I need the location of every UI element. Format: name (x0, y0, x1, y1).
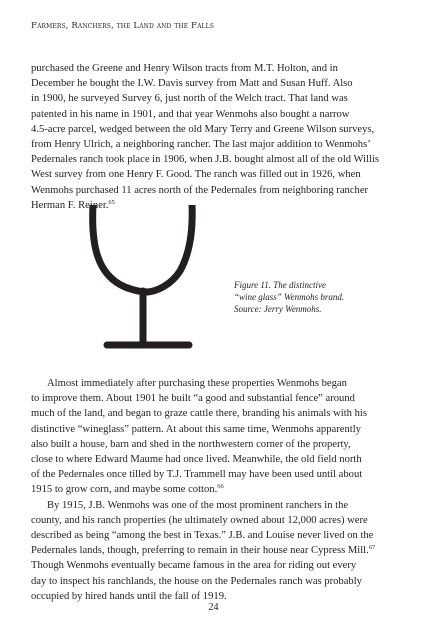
footnote-ref[interactable]: 66 (217, 483, 224, 491)
text-line: Though Wenmohs eventually became famous in the area for riding out every (31, 560, 357, 572)
text-line: Almost immediately after purchasing these properties Wenmohs began (47, 378, 347, 389)
text-line: day to inspect his ranchlands, the house on the Pedernales ranch was probably (31, 575, 362, 587)
text-line: December he bought the I.W. Davis survey from Matt and Susan Huff. Also (31, 78, 353, 90)
text-line: purchased the Greene and Henry Wilson tracts from M.T. Holton, and in (31, 63, 338, 74)
text-line: much of the land, and began to graze cattle there, branding his animals with his (31, 408, 367, 420)
text-line: in 1900, he surveyed Survey 6, just north of the Welch tract. That land was (31, 93, 348, 105)
caption-line: “wine glass” Wenmohs brand. (234, 292, 345, 302)
text-line: 4.5-acre parcel, wedged between the old Mary Terry and Greene Wilson surveys, (31, 123, 375, 135)
text-fragment: Herman F. Reiner. (31, 199, 109, 211)
caption-line: Source: Jerry Wenmohs. (234, 304, 322, 314)
text-line: from Henry Ulrich, a neighboring rancher. The last major addition to Wenmohs’ (31, 139, 371, 151)
text-line: described as being “among the best in Texas.” J.B. and Louise never lived on the (31, 530, 374, 542)
text-line: to improve them. About 1901 he built “a good and substantial fence” around (31, 393, 355, 405)
text-fragment: 1915 to grow corn, and maybe some cotton. (31, 484, 218, 496)
text-line (31, 543, 403, 558)
footnote-ref[interactable]: 67 (368, 544, 376, 552)
text-line: also built a house, barn and shed in the northwestern corner of the property, (31, 438, 351, 450)
text-fragment: Pedernales lands, though, preferring to remain in their house near Cypress Mill. (31, 545, 369, 557)
text-line: distinctive “wineglass” pattern. At about this same time, Wenmohs apparently (31, 423, 361, 435)
text-line: close to where Edward Maume had once lived. Meanwhile, the old field north (31, 454, 362, 466)
text-line: West survey from one Henry F. Good. The ranch was filled out in 1926, when (31, 169, 361, 181)
page-number: 24 (208, 602, 219, 613)
text-line: patented in his name in 1901, and that year Wenmohs also bought a narrow (31, 108, 350, 120)
text-line: county, and his ranch properties (he ultimately owned about 12,000 acres) were (31, 514, 368, 526)
text-line: Pedernales ranch took place in 1906, when J.B. bought almost all of the old Willis (31, 154, 380, 166)
text-line: occupied by hired hands until the fall of 1919. (31, 590, 227, 602)
body-paragraph-top (31, 61, 403, 213)
wine-glass-bowl (93, 205, 193, 292)
wine-glass-brand-figure (85, 205, 205, 353)
footnote-ref[interactable]: 65 (108, 198, 115, 206)
body-paragraph-bottom (31, 376, 403, 604)
text-line: By 1915, J.B. Wenmohs was one of the most prominent ranchers in the (47, 499, 349, 511)
text-line (31, 482, 403, 497)
text-line: Wenmohs purchased 11 acres north of the Pedernales from neighboring rancher (31, 184, 369, 196)
text-line: of the Pedernales once tilled by T.J. Trammell may have been used until about (31, 469, 363, 481)
running-head: Farmers, Ranchers, the Land and the Falls (31, 21, 214, 31)
figure-caption (234, 279, 344, 315)
caption-line: Figure 11. The distinctive (234, 280, 326, 290)
